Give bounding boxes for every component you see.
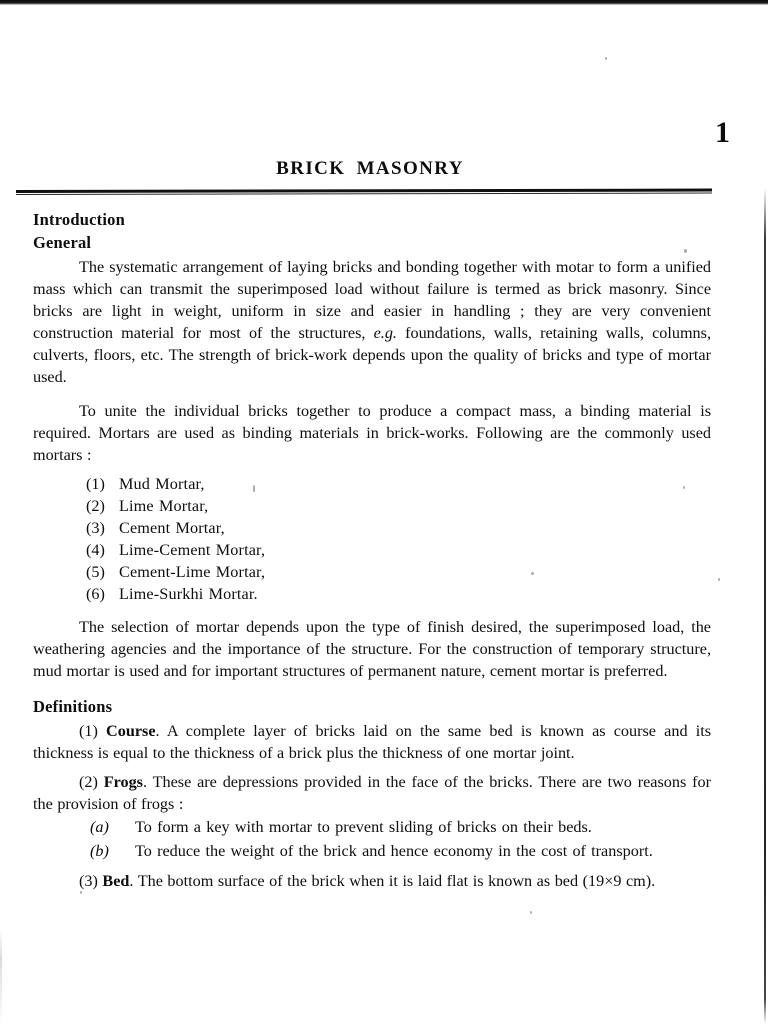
definition-bed [33, 870, 711, 892]
definition-course [33, 720, 711, 764]
paragraph-general-1-part-b: foundations, walls, retaining walls, columns, culverts, floors, etc. The strength of brick-work depends upon the quality of bricks and type of mortar used. [33, 324, 711, 387]
list-item [90, 841, 711, 863]
list-item [86, 517, 711, 539]
definition-course-spacer [98, 722, 106, 740]
frogs-reason-list [33, 817, 711, 863]
definition-course-marker: (1) [79, 721, 98, 740]
list-item-marker: (3) [86, 518, 105, 537]
definition-course-text: . A complete layer of bricks laid on the same bed is known as course and its thickness is equal to the thickness of a brick plus the thickness of one mortar joint. [33, 721, 711, 762]
heading-definitions: Definitions [33, 697, 113, 717]
list-item-marker: (1) [86, 474, 105, 493]
definition-bed-marker: (3) [79, 872, 98, 891]
title-divider-rule [16, 190, 712, 195]
heading-introduction: Introduction [33, 210, 125, 229]
list-item-label: To reduce the weight of the brick and hence economy in the cost of transport. [135, 842, 653, 861]
paragraph-general-1-part-a: The systematic arrangement of laying bricks and bonding together with motar to form a unified mass which can transmit the superimposed load without failure is termed as brick masonry. Since bricks are light in weight, uniform in size and easier in handling ; they are very convenient construction material for most of the structures, [33, 257, 711, 343]
heading-general: General [33, 233, 92, 253]
list-item-label: Cement Mortar, [119, 518, 225, 537]
paragraph-general-3: The selection of mortar depends upon the type of finish desired, the superimposed load, the weathering agencies and the importance of the structure. For the construction of temporary structure, mud mortar is used and for important structures of permanent nature, cement mortar is preferred. [33, 618, 711, 681]
list-item-marker: (a) [90, 818, 109, 837]
list-item-label: Cement-Lime Mortar, [119, 562, 266, 581]
list-item-label: Lime-Cement Mortar, [119, 540, 266, 559]
list-item [86, 473, 711, 495]
list-item [86, 583, 711, 605]
list-item [90, 817, 711, 839]
definition-frogs-term: Frogs [103, 772, 143, 791]
definition-course-term: Course [106, 721, 156, 740]
scan-speck [683, 486, 685, 489]
list-item-marker: (4) [86, 540, 105, 559]
scan-speck [531, 572, 534, 575]
list-item-marker: (b) [90, 842, 109, 861]
definition-frogs-text: . These are depressions provided in the face of the bricks. There are two reasons for the provision of frogs : [33, 772, 711, 814]
list-item [86, 539, 711, 561]
definition-frogs [33, 771, 711, 815]
list-item-marker: (6) [86, 584, 105, 603]
paragraph-general-1-eg: e.g. [373, 324, 397, 343]
divider-thin-line [16, 193, 712, 196]
page-number: 1 [715, 116, 730, 149]
definition-bed-text: . The bottom surface of the brick when it is laid flat is known as bed (19×9 cm). [129, 872, 656, 891]
list-item-label: Lime-Surkhi Mortar. [119, 584, 258, 603]
mortar-type-list [33, 473, 711, 605]
scan-speck [253, 485, 255, 492]
paragraph-general-2: To unite the individual bricks together to produce a compact mass, a binding material is required. Mortars are used as binding materials in brick-works. Following are the commonly used mortars : [33, 401, 711, 464]
list-item-marker: (5) [86, 562, 105, 581]
scan-speck [718, 578, 720, 581]
list-item-label: Mud Mortar, [119, 474, 205, 493]
scan-speck [605, 57, 607, 60]
definitions-block [33, 720, 711, 892]
list-item [86, 495, 711, 517]
page-body [33, 208, 711, 892]
list-item [86, 561, 711, 583]
definition-bed-term: Bed [102, 872, 130, 891]
scan-speck [80, 891, 82, 894]
scan-speck [530, 911, 532, 914]
list-item-label: Lime Mortar, [119, 496, 209, 515]
paragraph-general-1 [33, 256, 711, 389]
chapter-title: BRICK MASONRY [276, 158, 464, 179]
definition-frogs-marker: (2) [79, 772, 98, 791]
list-item-label: To form a key with mortar to prevent sliding of bricks on their beds. [135, 818, 592, 837]
list-item-marker: (2) [86, 496, 105, 515]
scan-speck [684, 249, 687, 253]
